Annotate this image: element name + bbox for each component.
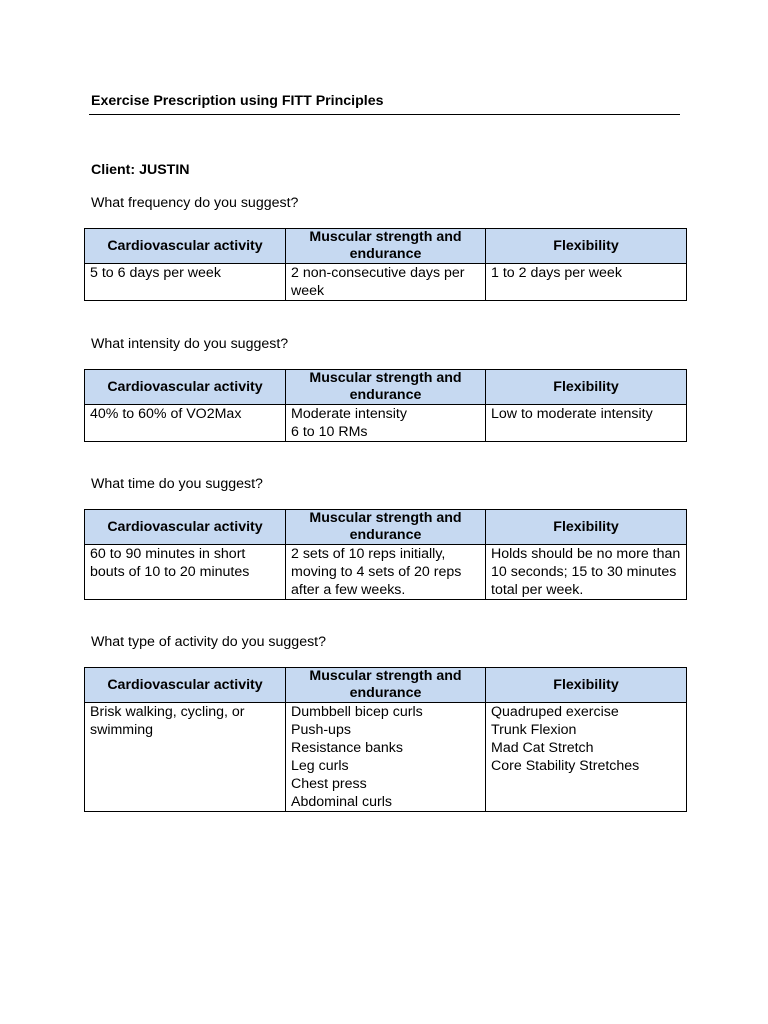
header-flexibility: Flexibility xyxy=(486,370,687,405)
cell-line: Brisk walking, cycling, or swimming xyxy=(90,704,245,738)
header-cardio: Cardiovascular activity xyxy=(85,510,286,545)
intensity-table xyxy=(84,369,687,442)
cell-line: 40% to 60% of VO2Max xyxy=(90,406,242,422)
type-cardio-cell xyxy=(85,703,286,812)
intensity-cardio-cell xyxy=(85,405,286,442)
frequency-question: What frequency do you suggest? xyxy=(91,195,299,211)
table-row xyxy=(85,264,687,301)
intensity-muscular-cell xyxy=(286,405,486,442)
header-cardio: Cardiovascular activity xyxy=(85,229,286,264)
type-table xyxy=(84,667,687,812)
cell-line: Push-ups xyxy=(291,722,351,738)
frequency-flexibility-cell xyxy=(486,264,687,301)
frequency-cardio-cell xyxy=(85,264,286,301)
table-header-row xyxy=(85,370,687,405)
cell-line: Moderate intensity xyxy=(291,406,407,422)
time-muscular-cell xyxy=(286,545,486,600)
cell-line: 1 to 2 days per week xyxy=(491,265,622,281)
time-table xyxy=(84,509,687,600)
document-title: Exercise Prescription using FITT Principles xyxy=(91,93,384,109)
header-muscular: Muscular strength and endurance xyxy=(286,370,486,405)
table-header-row xyxy=(85,510,687,545)
time-flexibility-cell xyxy=(486,545,687,600)
header-flexibility: Flexibility xyxy=(486,229,687,264)
cell-line: 60 to 90 minutes in short bouts of 10 to 20 minutes xyxy=(90,546,250,580)
header-flexibility: Flexibility xyxy=(486,510,687,545)
cell-line: Mad Cat Stretch xyxy=(491,740,594,756)
cell-line: 2 non-consecutive days per week xyxy=(291,265,465,299)
cell-line: Trunk Flexion xyxy=(491,722,577,738)
table-header-row xyxy=(85,229,687,264)
table-row xyxy=(85,405,687,442)
frequency-muscular-cell xyxy=(286,264,486,301)
cell-line: Quadruped exercise xyxy=(491,704,619,720)
cell-line: Dumbbell bicep curls xyxy=(291,704,423,720)
header-cardio: Cardiovascular activity xyxy=(85,668,286,703)
header-muscular: Muscular strength and endurance xyxy=(286,510,486,545)
cell-line: Holds should be no more than 10 seconds; 15 to 30 minutes total per week. xyxy=(491,546,681,598)
cell-line: Abdominal curls xyxy=(291,794,392,810)
intensity-question: What intensity do you suggest? xyxy=(91,336,289,352)
cell-line: 6 to 10 RMs xyxy=(291,424,368,440)
type-muscular-cell xyxy=(286,703,486,812)
type-flexibility-cell xyxy=(486,703,687,812)
table-header-row xyxy=(85,668,687,703)
cell-line: 2 sets of 10 reps initially, moving to 4 sets of 20 reps after a few weeks. xyxy=(291,546,462,598)
table-row xyxy=(85,703,687,812)
header-muscular: Muscular strength and endurance xyxy=(286,229,486,264)
frequency-table xyxy=(84,228,687,301)
time-cardio-cell xyxy=(85,545,286,600)
type-question: What type of activity do you suggest? xyxy=(91,634,327,650)
intensity-flexibility-cell xyxy=(486,405,687,442)
cell-line: Chest press xyxy=(291,776,367,792)
cell-line: Low to moderate intensity xyxy=(491,406,653,422)
title-underline xyxy=(89,114,680,115)
cell-line: Resistance banks xyxy=(291,740,403,756)
header-cardio: Cardiovascular activity xyxy=(85,370,286,405)
cell-line: Leg curls xyxy=(291,758,349,774)
cell-line: Core Stability Stretches xyxy=(491,758,640,774)
header-flexibility: Flexibility xyxy=(486,668,687,703)
client-name: Client: JUSTIN xyxy=(91,162,190,178)
header-muscular: Muscular strength and endurance xyxy=(286,668,486,703)
time-question: What time do you suggest? xyxy=(91,476,263,492)
cell-line: 5 to 6 days per week xyxy=(90,265,221,281)
table-row xyxy=(85,545,687,600)
